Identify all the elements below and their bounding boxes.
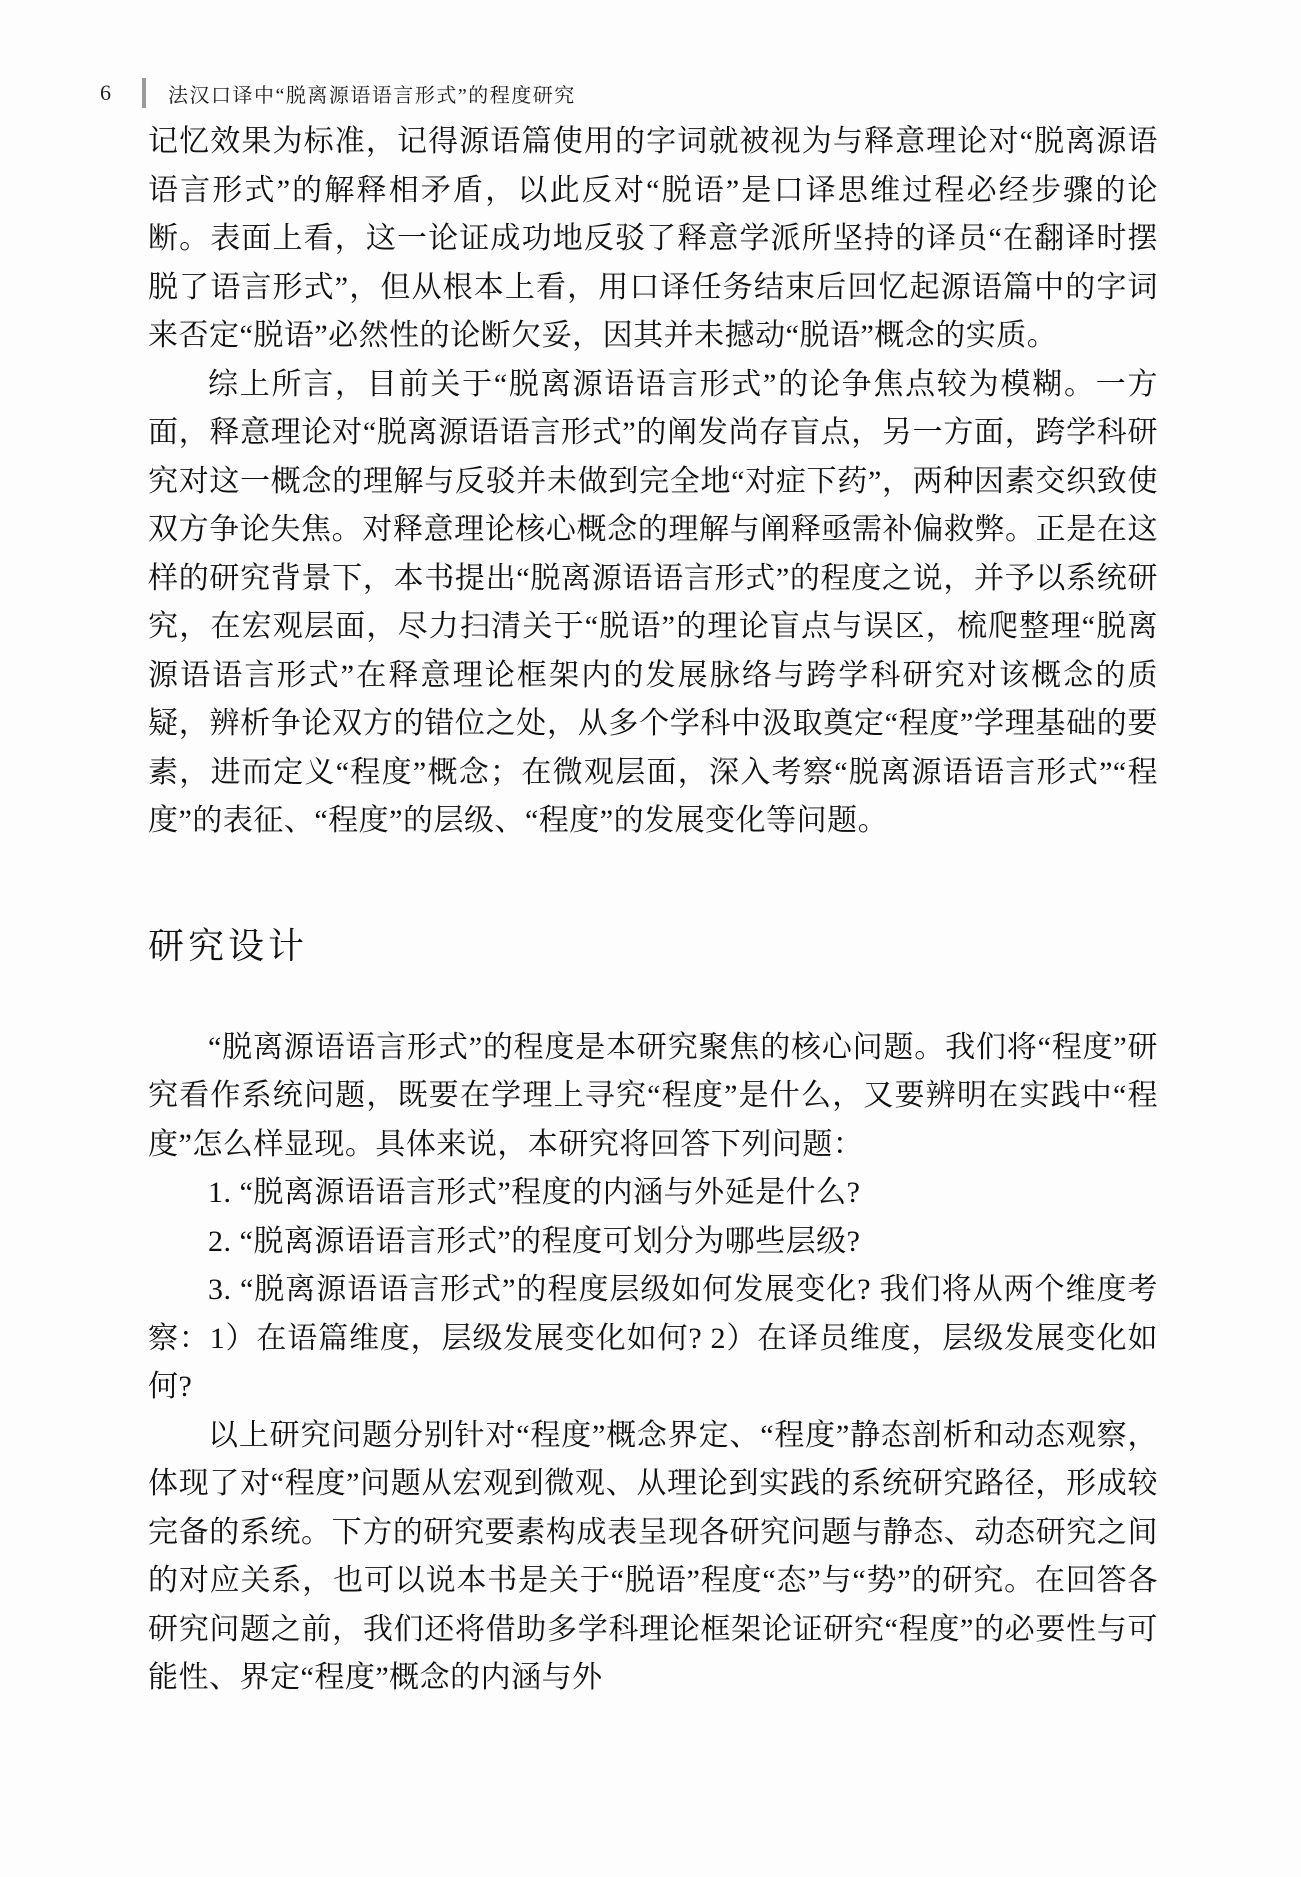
header-divider: [142, 78, 146, 108]
page-number: 6: [100, 80, 112, 105]
page-header: [100, 78, 1153, 108]
paragraph-continuation: 记忆效果为标准，记得源语篇使用的字词就被视为与释意理论对“脱离源语语言形式”的解释相矛盾，以此反对“脱语”是口译思维过程必经步骤的论断。表面上看，这一论证成功地反驳了释意学派所坚持的译员“在翻译时摆脱了语言形式”，但从根本上看，用口译任务结束后回忆起源语篇中的字词来否定“脱语”必然性的论断欠妥，因其并未撼动“脱语”概念的实质。: [148, 125, 1158, 352]
paragraph-summary: 综上所言，目前关于“脱离源语语言形式”的论争焦点较为模糊。一方面，释意理论对“脱离源语语言形式”的阐发尚存盲点，另一方面，跨学科研究对这一概念的理解与反驳并未做到完全地“对症下药”，两种因素交织致使双方争论失焦。对释意理论核心概念的理解与阐释亟需补偏救弊。正是在这样的研究背景下，本书提出“脱离源语语言形式”的程度之说，并予以系统研究，在宏观层面，尽力扫清关于“脱语”的理论盲点与误区，梳爬整理“脱离源语语言形式”在释意理论框架内的发展脉络与跨学科研究对该概念的质疑，辨析争论双方的错位之处，从多个学科中汲取奠定“程度”学理基础的要素，进而定义“程度”概念；在微观层面，深入考察“脱离源语语言形式”“程度”的表征、“程度”的层级、“程度”的发展变化等问题。: [148, 367, 1158, 837]
research-question-2: 2. “脱离源语语言形式”的程度可划分为哪些层级?: [208, 1224, 861, 1258]
research-question-3: 3. “脱离源语语言形式”的程度层级如何发展变化? 我们将从两个维度考察：1）在语篇维度，层级发展变化如何? 2）在译员维度，层级发展变化如何?: [148, 1273, 1158, 1403]
section-heading-research-design: 研究设计: [148, 925, 309, 966]
page-body: [148, 118, 1158, 1703]
paragraph-research-focus: “脱离源语语言形式”的程度是本研究聚焦的核心问题。我们将“程度”研究看作系统问题，既要在学理上寻究“程度”是什么，又要辨明在实践中“程度”怎么样显现。具体来说，本研究将回答下列问题：: [148, 1030, 1158, 1161]
running-title: 法汉口译中“脱离源语语言形式”的程度研究: [168, 84, 576, 107]
paragraph-research-path: 以上研究问题分别针对“程度”概念界定、“程度”静态剖析和动态观察，体现了对“程度”问题从宏观到微观、从理论到实践的系统研究路径，形成较完备的系统。下方的研究要素构成表呈现各研究问题与静态、动态研究之间的对应关系，也可以说本书是关于“脱语”程度“态”与“势”的研究。在回答各研究问题之前，我们还将借助多学科理论框架论证研究“程度”的必要性与可能性、界定“程度”概念的内涵与外: [148, 1418, 1158, 1694]
research-question-1: 1. “脱离源语语言形式”程度的内涵与外延是什么?: [208, 1176, 861, 1209]
